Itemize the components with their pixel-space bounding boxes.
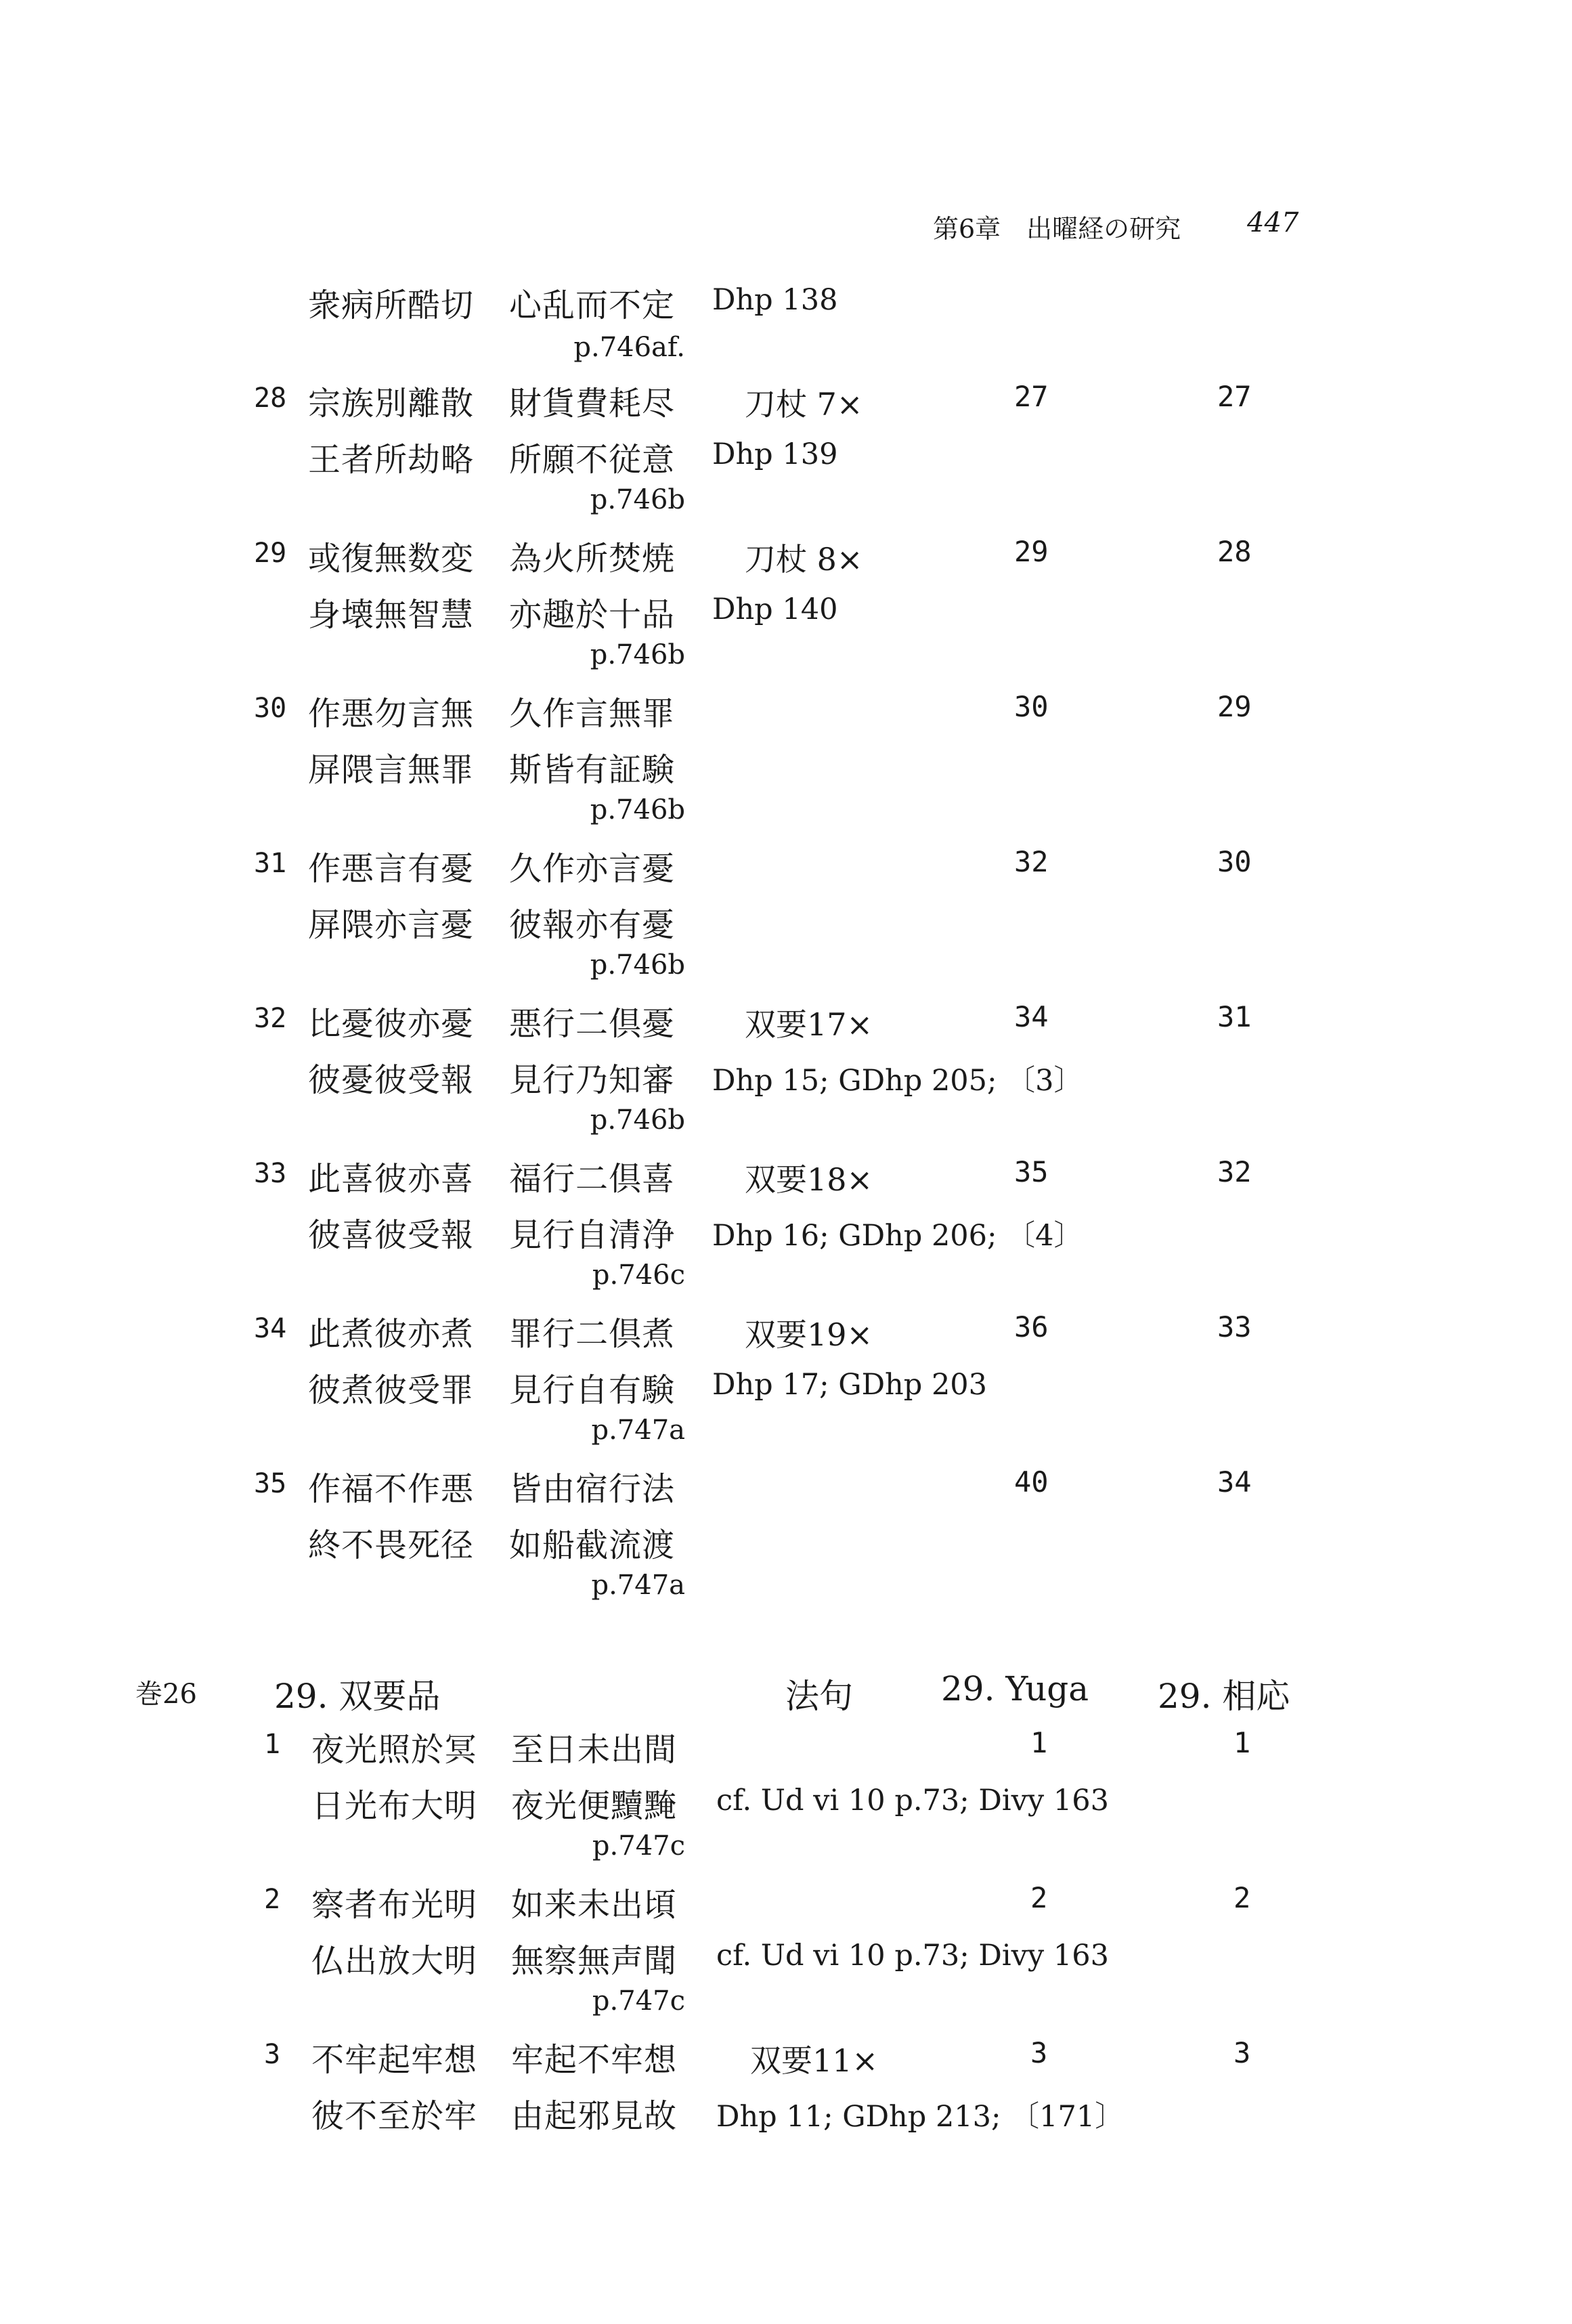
verse-number: 30 <box>254 693 287 724</box>
page-reference: p.746af. <box>573 332 685 363</box>
verse-line-2a: 身壊無智慧 <box>308 596 475 634</box>
verse-line-2b: 所願不従意 <box>509 441 676 479</box>
dhp-reference: Dhp 139 <box>712 437 838 471</box>
reference: Dhp 138 <box>712 283 838 317</box>
parallel-ref: 刀杖 8× <box>745 541 863 578</box>
chapter-header: 第6章 出曜経の研究 <box>933 214 1181 244</box>
verse-line-1a: 作悪言有憂 <box>308 850 475 888</box>
verse-line-1b: 久作亦言憂 <box>509 850 676 888</box>
parallel-ref: 双要17× <box>745 1006 873 1043</box>
verse-number: 28 <box>254 383 287 414</box>
page-reference: p.747c <box>592 1830 685 1862</box>
verse-line-1b: 財貨費耗尽 <box>509 385 676 423</box>
verse-line-1b: 悪行二倶憂 <box>509 1005 676 1043</box>
verse-line-2a: 屏隈言無罪 <box>308 751 475 789</box>
parallel-ref: 刀杖 7× <box>745 386 863 423</box>
verse-line-1b: 罪行二倶煮 <box>509 1315 676 1353</box>
page-reference: p.746b <box>590 949 685 981</box>
parallel-ref: 双要11× <box>750 2042 879 2079</box>
verse-line-1a: 或復無数変 <box>308 540 475 578</box>
column-xiang-number: 32 <box>1217 1155 1252 1188</box>
column-yuga-number: 1 <box>1030 1726 1048 1759</box>
dhp-reference: Dhp 17; GDhp 203 <box>712 1368 988 1402</box>
verse-line-1a: 此喜彼亦喜 <box>308 1160 475 1198</box>
column-yuga-number: 27 <box>1014 380 1049 413</box>
column-yuga-number: 32 <box>1014 845 1049 878</box>
verse-line-2a: 日光布大明 <box>311 1787 478 1825</box>
verse-line-2b: 亦趣於十品 <box>509 596 676 634</box>
column-yuga-number: 2 <box>1030 1881 1048 1914</box>
verse-number: 2 <box>264 1884 281 1915</box>
verse-line-2b: 見行自清浄 <box>509 1216 676 1254</box>
parallel-ref: 双要19× <box>745 1316 873 1353</box>
verse-line-2a: 彼喜彼受報 <box>308 1216 475 1254</box>
verse-line-1b: 心乱而不定 <box>509 286 676 324</box>
column-header-yuga: 29. Yuga <box>941 1669 1089 1708</box>
column-xiang-number: 31 <box>1217 1000 1252 1033</box>
verse-number: 3 <box>264 2039 281 2070</box>
column-yuga-number: 36 <box>1014 1310 1049 1343</box>
verse-line-2a: 屏隈亦言憂 <box>308 906 475 944</box>
dhp-reference: cf. Ud vi 10 p.73; Divy 163 <box>716 1784 1109 1817</box>
verse-line-2b: 見行乃知審 <box>509 1061 676 1099</box>
page-reference: p.746b <box>590 484 685 515</box>
verse-line-1a: 作福不作悪 <box>308 1470 475 1508</box>
column-yuga-number: 30 <box>1014 690 1049 723</box>
verse-line-1a: 此煮彼亦煮 <box>308 1315 475 1353</box>
verse-line-2b: 斯皆有証験 <box>509 751 676 789</box>
column-xiang-number: 3 <box>1233 2036 1251 2069</box>
verse-line-2b: 彼報亦有憂 <box>509 906 676 944</box>
verse-line-2a: 仏出放大明 <box>311 1942 478 1980</box>
column-xiang-number: 34 <box>1217 1465 1252 1499</box>
column-xiang-number: 1 <box>1233 1726 1251 1759</box>
section-title: 29. 双要品 <box>274 1677 441 1716</box>
column-yuga-number: 34 <box>1014 1000 1049 1033</box>
dhp-reference: Dhp 11; GDhp 213; 〔171〕 <box>716 2100 1125 2134</box>
column-yuga-number: 3 <box>1030 2036 1048 2069</box>
verse-line-1b: 福行二倶喜 <box>509 1160 676 1198</box>
verse-line-1a: 作悪勿言無 <box>308 695 475 733</box>
verse-line-1a: 不牢起牢想 <box>311 2041 478 2079</box>
verse-line-1a: 夜光照於冥 <box>311 1731 478 1769</box>
verse-number: 34 <box>254 1313 287 1344</box>
dhp-reference: Dhp 140 <box>712 593 838 626</box>
verse-line-2b: 由起邪見故 <box>511 2097 678 2135</box>
verse-line-1a: 宗族別離散 <box>308 385 475 423</box>
verse-line-1b: 至日未出間 <box>511 1731 678 1769</box>
verse-line-1b: 皆由宿行法 <box>509 1470 676 1508</box>
verse-line-2a: 彼煮彼受罪 <box>308 1371 475 1409</box>
verse-number: 33 <box>254 1158 287 1189</box>
column-yuga-number: 35 <box>1014 1155 1049 1188</box>
verse-line-1a: 比憂彼亦憂 <box>308 1005 475 1043</box>
column-xiang-number: 27 <box>1217 380 1252 413</box>
column-xiang-number: 33 <box>1217 1310 1252 1343</box>
volume-label: 巻26 <box>135 1679 197 1710</box>
page-reference: p.746b <box>590 794 685 825</box>
page-reference: p.747c <box>592 1985 685 2017</box>
verse-line-1b: 牢起不牢想 <box>511 2041 678 2079</box>
verse-number: 31 <box>254 848 287 879</box>
verse-line-2b: 見行自有験 <box>509 1371 676 1409</box>
verse-line-2b: 無察無声聞 <box>511 1942 678 1980</box>
verse-line-1a: 察者布光明 <box>311 1886 478 1924</box>
page-reference: p.746b <box>590 639 685 670</box>
column-header-xiang: 29. 相応 <box>1158 1677 1290 1716</box>
column-xiang-number: 29 <box>1217 690 1252 723</box>
verse-line-2a: 終不畏死径 <box>308 1526 475 1564</box>
column-xiang-number: 2 <box>1233 1881 1251 1914</box>
verse-line-2a: 彼憂彼受報 <box>308 1061 475 1099</box>
column-yuga-number: 40 <box>1014 1465 1049 1499</box>
verse-line-1b: 如来未出頃 <box>511 1886 678 1924</box>
column-header-fa: 法句 <box>785 1677 853 1716</box>
verse-line-2b: 如船截流渡 <box>509 1526 676 1564</box>
column-xiang-number: 28 <box>1217 535 1252 568</box>
verse-line-2a: 彼不至於牢 <box>311 2097 478 2135</box>
page-reference: p.747a <box>591 1570 685 1601</box>
verse-line-1b: 為火所焚焼 <box>509 540 676 578</box>
verse-number: 29 <box>254 538 287 569</box>
verse-number: 35 <box>254 1468 287 1499</box>
dhp-reference: Dhp 16; GDhp 206; 〔4〕 <box>712 1219 1083 1253</box>
verse-line-2b: 夜光便黷黤 <box>511 1787 678 1825</box>
verse-line-1b: 久作言無罪 <box>509 695 676 733</box>
verse-number: 1 <box>264 1729 281 1760</box>
verse-number: 32 <box>254 1003 287 1034</box>
verse-line-2a: 王者所劫略 <box>308 441 475 479</box>
column-xiang-number: 30 <box>1217 845 1252 878</box>
page-number: 447 <box>1247 207 1299 238</box>
page-reference: p.747a <box>591 1415 685 1446</box>
parallel-ref: 双要18× <box>745 1161 873 1198</box>
page-reference: p.746b <box>590 1104 685 1136</box>
column-yuga-number: 29 <box>1014 535 1049 568</box>
verse-line-1a: 衆病所酷切 <box>308 286 475 324</box>
page-reference: p.746c <box>592 1260 685 1291</box>
dhp-reference: Dhp 15; GDhp 205; 〔3〕 <box>712 1064 1083 1098</box>
dhp-reference: cf. Ud vi 10 p.73; Divy 163 <box>716 1939 1109 1973</box>
